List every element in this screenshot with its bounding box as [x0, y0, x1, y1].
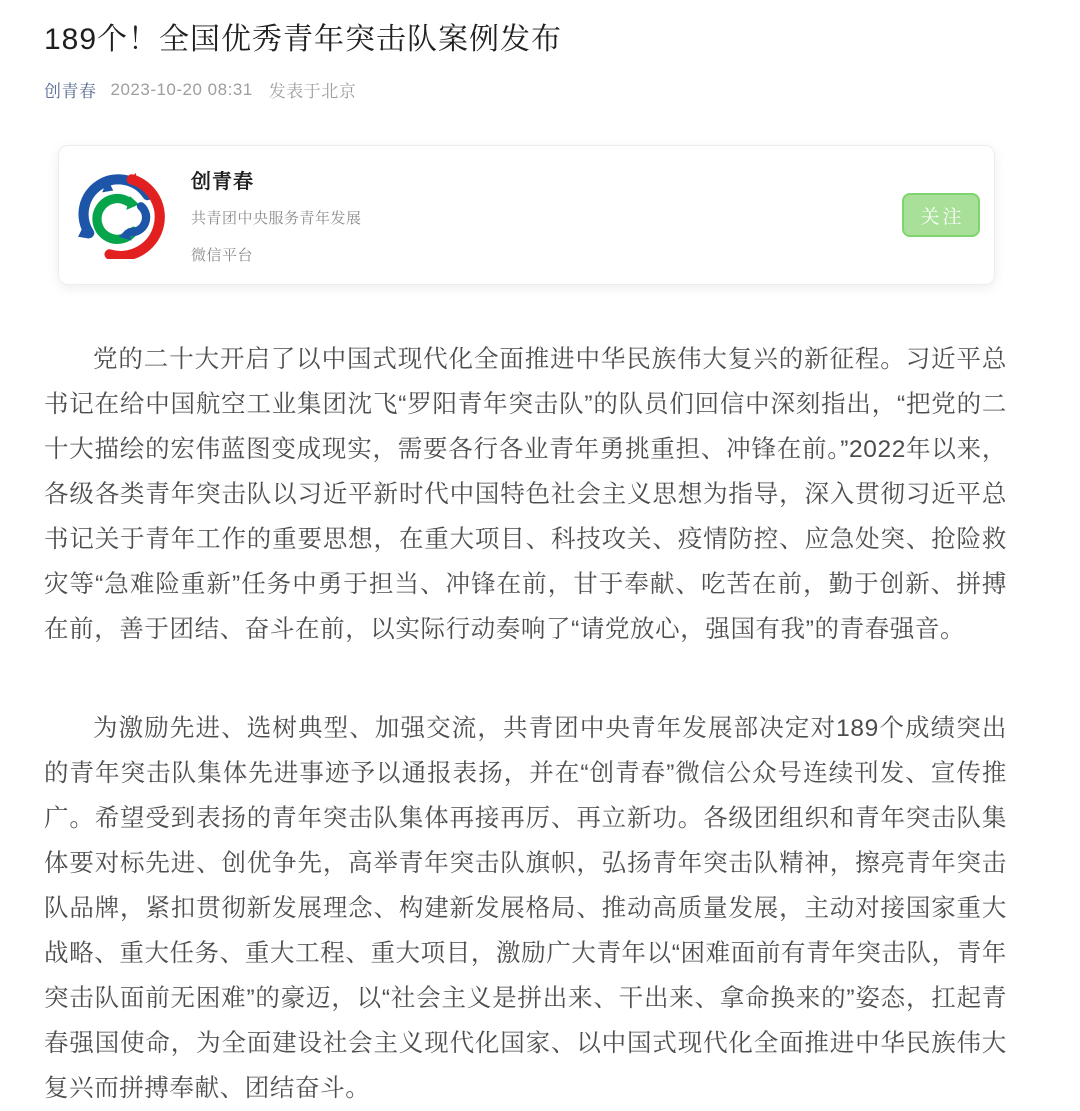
follow-button[interactable]: 关注 [902, 193, 980, 237]
account-info [191, 165, 902, 265]
account-profile-card [58, 145, 995, 285]
publish-date: 2023-10-20 08:31 [110, 79, 253, 99]
article-paragraph: 党的二十大开启了以中国式现代化全面推进中华民族伟大复兴的新征程。习近平总书记在给中国航空工业集团沈飞“罗阳青年突击队”的队员们回信中深刻指出，“把党的二十大描绘的宏伟蓝图变成现实，需要各行各业青年勇挑重担、冲锋在前。”2022年以来，各级各类青年突击队以习近平新时代中国特色社会主义思想为指导，深入贯彻习近平总书记关于青年工作的重要思想，在重大项目、科技攻关、疫情防控、应急处突、抢险救灾等“急难险重新”任务中勇于担当、冲锋在前，甘于奉献、吃苦在前，勤于创新、拼搏在前，善于团结、奋斗在前，以实际行动奏响了“请党放心，强国有我”的青春强音。 [44, 346, 1007, 643]
account-link[interactable]: 创青春 [44, 82, 97, 101]
article-paragraph: 为激励先进、选树典型、加强交流，共青团中央青年发展部决定对189个成绩突出的青年突击队集体先进事迹予以通报表扬，并在“创青春”微信公众号连续刊发、宣传推广。希望受到表扬的青年突击队集体再接再厉、再立新功。各级团组织和青年突击队集体要对标先进、创优争先，高举青年突击队旗帜，弘扬青年突击队精神，擦亮青年突击队品牌，紧扣贯彻新发展理念、构建新发展格局、推动高质量发展，主动对接国家重大战略、重大任务、重大工程、重大项目，激励广大青年以“困难面前有青年突击队，青年突击队面前无困难”的豪迈，以“社会主义是拼出来、干出来、拿命换来的”姿态，扛起青春强国使命，为全面建设社会主义现代化国家、以中国式现代化全面推进中华民族伟大复兴而拼搏奉献、团结奋斗。 [44, 715, 1007, 1102]
account-description-line1: 共青团中央服务青年发展 [191, 210, 362, 227]
logo-inner-blue-arc [130, 206, 146, 232]
logo-red-arc [110, 179, 160, 256]
page-title: 189个！全国优秀青年突击队案例发布 [44, 23, 563, 56]
article-body [44, 337, 1007, 1111]
account-description-line2: 微信平台 [191, 247, 254, 264]
byline [44, 77, 1007, 102]
publish-location: 发表于北京 [268, 82, 357, 101]
account-name: 创青春 [191, 171, 254, 193]
account-logo-icon[interactable] [76, 172, 169, 259]
